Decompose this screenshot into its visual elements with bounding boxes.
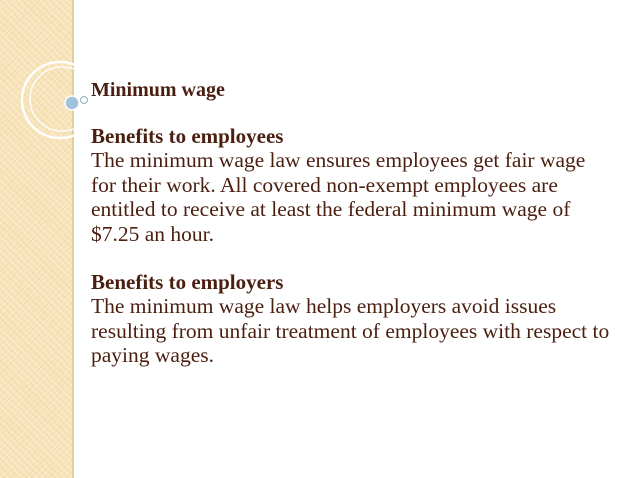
decorative-small-ring	[81, 97, 88, 104]
section-text: The minimum wage law ensures employees get fair wage for their work. All covered non-exempt employees are entitled to receive at least the federal minimum wage of $7.25 an hour.	[91, 148, 586, 246]
section-employees	[91, 124, 611, 246]
decorative-bullet-dot	[65, 96, 79, 110]
section-employers	[91, 270, 611, 368]
section-heading: Benefits to employers	[91, 270, 284, 294]
section-text: The minimum wage law helps employers avoid issues resulting from unfair treatment of employees with respect to paying wages.	[91, 294, 610, 367]
slide-title: Minimum wage	[91, 79, 225, 101]
section-heading: Benefits to employees	[91, 124, 284, 148]
slide-content	[91, 78, 611, 392]
